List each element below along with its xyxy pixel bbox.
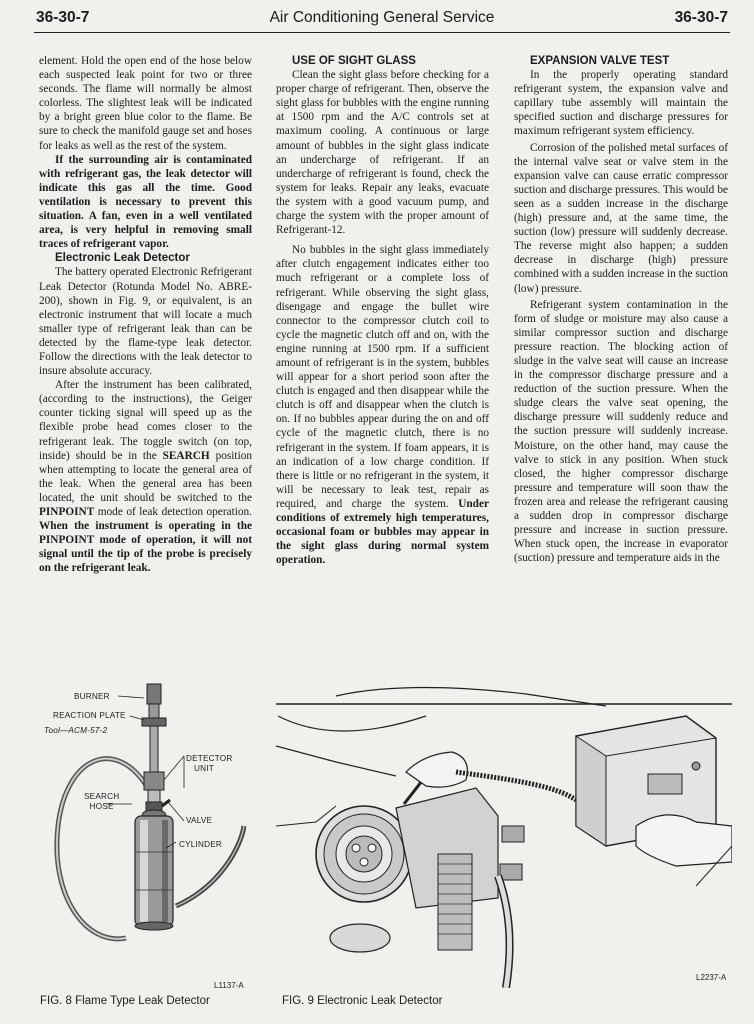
label-cylinder: CYLINDER (179, 840, 223, 849)
paragraph: After the instrument has been calibrated, (according to the instructions), the Geiger counter ticking signal will speed up as the flexible probe head comes closer to the refrigerant leak. The toggle switch (on top, inside) should be in the SEARCH position when attempting to locate the general area of the leak. When the general area has been located, the unit should be switched to the PINPOINT mode of leak detection operation. When the instrument is operating in the PINPOINT mode of operation, it will not signal until the tip of the probe is precisely on the refrigerant leak. (39, 379, 253, 575)
paragraph-warning: If the surrounding air is contaminated with refrigerant gas, the leak detector will indicate this gas all the time. Good ventilation is necessary to prevent this situation. A fan, even in a well ventilated area, is very helpful in removing small traces of refrigerant vapor. (39, 153, 252, 251)
paragraph: Clean the sight glass before checking for a proper charge of refrigerant. Then, observe the sight glass for bubbles with the engine running at 1500 rpm and the A/C controls set at maximum cooling. A continuous or large amount of bubbles in the sight glass indicate an undercharge of refrigerant. If an undercharge of refrigerant is found, check the system for leaks. Repair any leaks, evacuate the system with a good vacuum pump, and charge the system with the proper amount of Refrigerant-12. (276, 69, 489, 237)
label-detector-unit: DETECTOR UNIT (186, 754, 233, 773)
label-search-hose: SEARCH HOSE (84, 792, 120, 811)
paragraph: Corrosion of the polished metal surfaces of the internal valve seat or valve stem in the expansion valve can cause erratic compressor suction and discharge pressures. This would be seen as a sudden increase in the discharge (high) pressure and, at the same time, the suction (low) pressure will suddenly decrease. The reverse might also happen; a sudden decrease in discharge (high) pressure combined with a sudden increase in the suction (low) pressure. (514, 141, 728, 295)
section-heading-electronic-leak-detector: Electronic Leak Detector (55, 252, 190, 265)
figure-electronic-leak-detector (276, 676, 732, 988)
page-header (36, 6, 728, 32)
page-title: Air Conditioning General Service (269, 9, 495, 26)
paragraph: element. Hold the open end of the hose below each suspected leak point for two or three seconds. The flame will normally be almost colorless. The slightest leak will be indicated by a bright green blue color to the flame. Be sure to check the manifold gauge set and hoses for leaks as well as the rest of the system. (39, 55, 252, 152)
label-burner: BURNER (74, 692, 110, 701)
label-tool-number: Tool—ACM-57-2 (44, 726, 108, 735)
paragraph: In the properly operating standard refrigerant system, the expansion valve and capillary tube assembly will maintain the specified suction and discharge pressures for maximum refrigerant system efficiency. (514, 69, 728, 138)
figure-code: L1137-A (214, 981, 244, 990)
page-number-left: 36-30-7 (36, 9, 90, 26)
figure-flame-leak-detector (36, 676, 262, 996)
label-valve: VALVE (186, 816, 213, 825)
page-number-right: 36-30-7 (674, 9, 728, 26)
flame-detector-illustration (36, 676, 262, 996)
section-heading-sight-glass: USE OF SIGHT GLASS (292, 55, 416, 67)
figure-8-caption: FIG. 8 Flame Type Leak Detector (40, 995, 210, 1007)
figure-code: L2237-A (696, 973, 727, 982)
column-left (39, 54, 252, 575)
paragraph: The battery operated Electronic Refrigerant Leak Detector (Rotunda Model No. ABRE-200), shown in Fig. 9, or equivalent, is an electronic instrument that will locate a much smaller type of refrigerant leak than can be detected by the flame-type leak detector. Follow the directions with the leak detector to insure absolute accuracy. (39, 266, 252, 378)
column-right (514, 54, 728, 565)
label-reaction-plate: REACTION PLATE (53, 711, 126, 720)
column-middle (276, 54, 489, 567)
figure-9-caption: FIG. 9 Electronic Leak Detector (282, 995, 443, 1007)
header-rule (34, 32, 730, 33)
section-heading-expansion-valve: EXPANSION VALVE TEST (530, 55, 670, 67)
pinpoint-term: PINPOINT (39, 506, 95, 518)
paragraph: No bubbles in the sight glass immediately after clutch engagement indicates either too much refrigerant or a complete loss of refrigerant. While observing the sight glass, disengage and engage the bullet wire connector to the compressor clutch coil to cycle the magnetic clutch off and on, with the engine running at 1500 rpm. If a sufficient amount of refrigerant is in the system, bubbles will appear for a short period soon after the clutch is engaged and then disappear while the clutch is off and disappear when the clutch is on. If no bubbles appear during the on and off cycle of the magnetic clutch, there is no refrigerant in the system. If foam appears, it is an indication of a low charge condition. If there is little or no refrigerant in the system, it will be necessary to leak test, repair as required, and charge the system. Under conditions of extremely high temperatures, occasional foam or bubbles may appear in the sight glass during normal system operation. (276, 244, 489, 567)
paragraph: Refrigerant system contamination in the form of sludge or moisture may also cause a similar compressor suction and discharge pressure reaction. The blocking action of sludge in the valve seat will cause an increase in the compressor discharge pressure and a reduction of the suction pressure. When the sludge clears the valve seat opening, the discharge pressure will suddenly reduce and the suction pressure will suddenly increase. Moisture, on the other hand, may cause the valve to stick in any position. When stuck closed, the higher compressor discharge pressure and temperature will soon thaw the frozen area and release the refrigerant causing a sudden drop in compressor discharge pressure and increase in suction pressure. When stuck open, the increase in evaporator (suction) pressure and temperature aids in the (514, 298, 728, 565)
search-term: SEARCH (162, 449, 210, 462)
electronic-detector-illustration (276, 676, 732, 988)
